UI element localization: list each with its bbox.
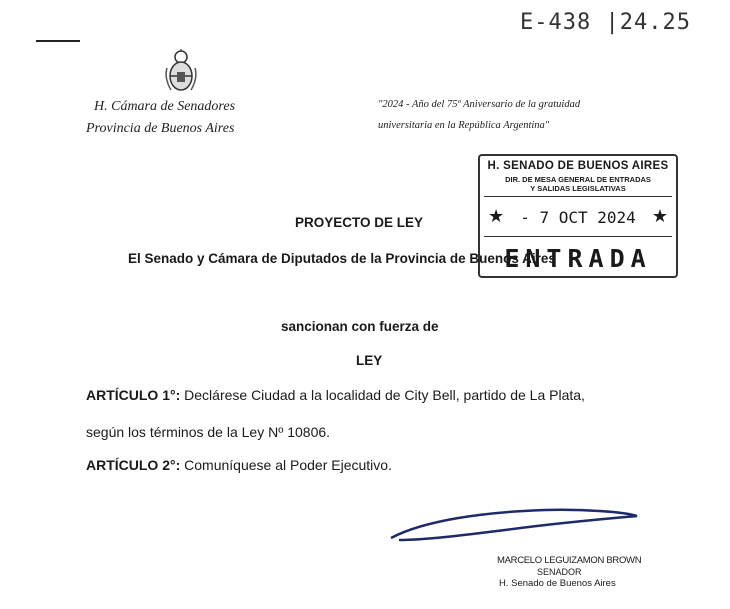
handwritten-dash	[36, 40, 80, 42]
stamp-divider	[484, 196, 672, 197]
article-2-text: Comuníquese al Poder Ejecutivo.	[180, 457, 392, 473]
stamp-date: - 7 OCT 2024	[520, 208, 636, 227]
signatory-name: MARCELO LEGUIZAMON BROWN	[497, 555, 642, 566]
stamp-title: H. SENADO DE BUENOS AIRES	[487, 160, 669, 172]
article-1-text: Declárese Ciudad a la localidad de City Bell, partido de La Plata,	[180, 387, 585, 403]
article-2-label: ARTÍCULO 2°:	[86, 457, 181, 473]
signature-scribble	[385, 500, 645, 550]
article-2	[86, 457, 392, 473]
stamp-subtitle-2: Y SALIDAS LEGISLATIVAS	[530, 184, 626, 193]
document-heading: PROYECTO DE LEY	[295, 215, 424, 230]
ley-title: LEY	[356, 353, 383, 368]
stamp-divider	[484, 236, 672, 237]
signatory-role: SENADOR	[537, 567, 582, 577]
star-icon: ★	[651, 206, 668, 226]
preamble: El Senado y Cámara de Diputados de la Provincia de Buenos Aires	[128, 251, 556, 266]
article-1	[86, 387, 585, 403]
motto-line2: universitaria en la República Argentina"	[378, 120, 550, 131]
institution-line2: Provincia de Buenos Aires	[86, 121, 235, 136]
star-icon: ★	[488, 206, 505, 226]
article-1-continuation: según los términos de la Ley Nº 10806.	[86, 424, 331, 440]
stamp-entrada-label: ENTRADA	[504, 244, 652, 273]
handwritten-reference: E-438 |24.25	[520, 10, 691, 35]
article-1-label: ARTÍCULO 1°:	[86, 387, 181, 403]
coat-of-arms-icon	[163, 48, 199, 94]
sanction-text: sancionan con fuerza de	[281, 319, 439, 334]
stamp-subtitle-1: DIR. DE MESA GENERAL DE ENTRADAS	[505, 175, 651, 184]
motto-line1: "2024 - Año del 75º Aniversario de la gratuidad	[378, 99, 581, 110]
signatory-body: H. Senado de Buenos Aires	[499, 578, 616, 589]
institution-line1: H. Cámara de Senadores	[94, 99, 236, 114]
